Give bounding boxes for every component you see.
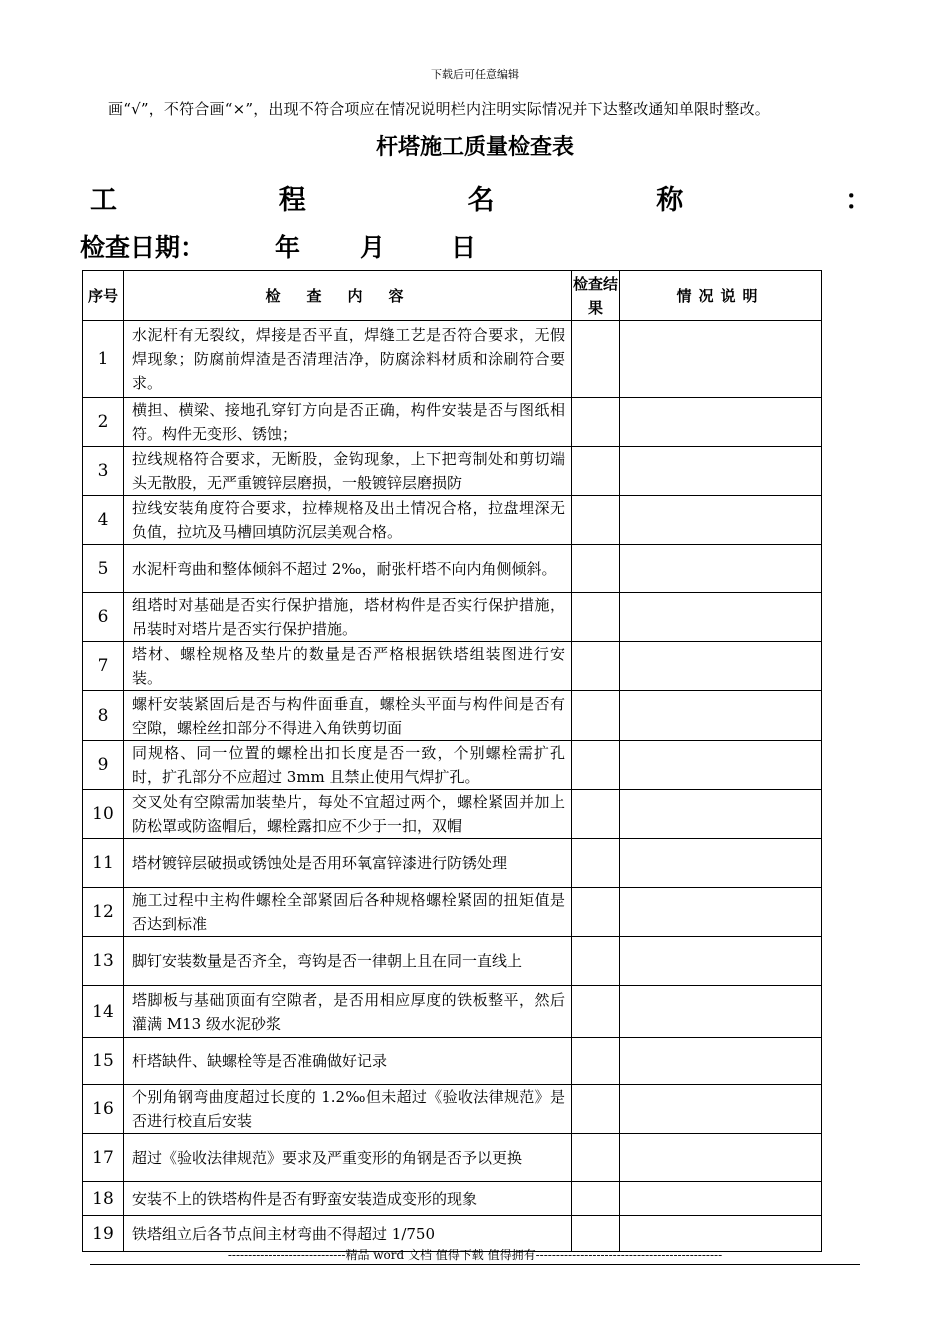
row-check-text: 交叉处有空隙需加装垫片，每处不宜超过两个，螺栓紧固并加上防松罩或防盗帽后，螺栓露扣应不少于一扣，双帽 <box>132 793 565 835</box>
row-check-text: 拉线安装角度符合要求，拉棒规格及出土情况合格，拉盘埋深无负值，拉坑及马槽回填防沉层美观合格。 <box>132 499 565 541</box>
row-check-text: 塔材、螺栓规格及垫片的数量是否严格根据铁塔组装图进行安装。 <box>132 645 565 687</box>
row-number: 11 <box>83 839 124 888</box>
row-note-cell[interactable] <box>620 1182 822 1216</box>
row-check-text: 施工过程中主构件螺栓全部紧固后各种规格螺栓紧固的扭矩值是否达到标准 <box>132 891 565 933</box>
table-header-row <box>83 271 822 321</box>
row-number: 6 <box>83 593 124 642</box>
row-number: 3 <box>83 447 124 496</box>
row-result-cell[interactable] <box>572 790 620 839</box>
row-result-cell[interactable] <box>572 937 620 986</box>
row-check-text: 杆塔缺件、缺螺栓等是否准确做好记录 <box>132 1052 388 1070</box>
document-title: 杆塔施工质量检查表 <box>375 134 574 160</box>
row-number: 15 <box>83 1038 124 1085</box>
table-row <box>83 888 822 937</box>
row-result-cell[interactable] <box>572 1085 620 1134</box>
row-note-cell[interactable] <box>620 1038 822 1085</box>
row-check-content <box>124 398 572 447</box>
row-note-cell[interactable] <box>620 447 822 496</box>
row-check-content <box>124 593 572 642</box>
row-check-text: 铁塔组立后各节点间主材弯曲不得超过 1/750 <box>132 1224 435 1243</box>
row-number: 12 <box>83 888 124 937</box>
date-year: 年 <box>275 233 301 262</box>
table-row <box>83 545 822 593</box>
row-check-text: 同规格、同一位置的螺栓出扣长度是否一致，个别螺栓需扩孔时，扩孔部分不应超过 3mm 且禁止使用气焊扩孔。 <box>132 744 565 786</box>
table-row <box>83 1038 822 1085</box>
row-number: 10 <box>83 790 124 839</box>
row-check-text: 水泥杆有无裂纹，焊接是否平直，焊缝工艺是否符合要求，无假焊现象；防腐前焊渣是否清理洁净，防腐涂料材质和涂刷符合要求。 <box>132 326 565 392</box>
row-note-cell[interactable] <box>620 691 822 741</box>
row-check-content <box>124 1182 572 1216</box>
row-check-content <box>124 986 572 1038</box>
row-result-cell[interactable] <box>572 741 620 790</box>
row-note-cell[interactable] <box>620 741 822 790</box>
header-seq: 序号 <box>83 271 124 321</box>
row-check-text: 超过《验收法律规范》要求及严重变形的角钢是否予以更换 <box>132 1148 523 1167</box>
inspection-date-line <box>80 228 476 264</box>
row-result-cell[interactable] <box>572 398 620 447</box>
row-note-cell[interactable] <box>620 986 822 1038</box>
table-row <box>83 593 822 642</box>
row-note-cell[interactable] <box>620 839 822 888</box>
row-check-text: 螺杆安装紧固后是否与构件面垂直，螺栓头平面与构件间是否有空隙，螺栓丝扣部分不得进入角铁剪切面 <box>132 694 565 737</box>
project-char: 名 <box>467 185 495 216</box>
row-check-content <box>124 496 572 545</box>
table-row <box>83 398 822 447</box>
row-check-content <box>124 545 572 593</box>
row-note-cell[interactable] <box>620 1134 822 1182</box>
table-row <box>83 642 822 691</box>
table-row <box>83 447 822 496</box>
row-check-content <box>124 642 572 691</box>
row-result-cell[interactable] <box>572 986 620 1038</box>
row-number: 16 <box>83 1085 124 1134</box>
row-result-cell[interactable] <box>572 888 620 937</box>
table-row <box>83 1134 822 1182</box>
row-check-content <box>124 1134 572 1182</box>
row-result-cell[interactable] <box>572 1182 620 1216</box>
row-note-cell[interactable] <box>620 790 822 839</box>
footer-text: -----------------------------精品 word 文档 值得下载 值得拥有---------------------------------------------- <box>227 1248 723 1262</box>
row-result-cell[interactable] <box>572 691 620 741</box>
row-check-text: 横担、横梁、接地孔穿钉方向是否正确，构件安装是否与图纸相符。构件无变形、锈蚀； <box>132 401 565 443</box>
table-row <box>83 1182 822 1216</box>
header-result: 检查结果 <box>572 271 620 321</box>
row-result-cell[interactable] <box>572 545 620 593</box>
table-row <box>83 839 822 888</box>
row-check-text: 拉线规格符合要求，无断股，金钩现象，上下把弯制处和剪切端头无散股，无严重镀锌层磨损，一般镀锌层磨损防 <box>132 450 565 492</box>
row-note-cell[interactable] <box>620 888 822 937</box>
row-note-cell[interactable] <box>620 398 822 447</box>
header-content: 检查内容 <box>124 271 572 321</box>
row-check-text: 塔脚板与基础顶面有空隙者，是否用相应厚度的铁板整平，然后灌满 M13 级水泥砂浆 <box>132 990 565 1033</box>
row-check-text: 脚钉安装数量是否齐全，弯钩是否一律朝上且在同一直线上 <box>132 952 523 970</box>
row-check-content <box>124 741 572 790</box>
table-row <box>83 937 822 986</box>
row-result-cell[interactable] <box>572 642 620 691</box>
row-result-cell[interactable] <box>572 496 620 545</box>
row-check-text: 安装不上的铁塔构件是否有野蛮安装造成变形的现象 <box>132 1189 478 1208</box>
row-number: 5 <box>83 545 124 593</box>
table-row <box>83 691 822 741</box>
row-note-cell[interactable] <box>620 545 822 593</box>
project-char: 程 <box>278 185 306 216</box>
row-note-cell[interactable] <box>620 937 822 986</box>
row-note-cell[interactable] <box>620 496 822 545</box>
row-check-text: 水泥杆弯曲和整体倾斜不超过 2‰，耐张杆塔不向内角侧倾斜。 <box>132 559 557 578</box>
table-body <box>83 321 822 1252</box>
table-row <box>83 321 822 398</box>
row-check-content <box>124 790 572 839</box>
row-number: 9 <box>83 741 124 790</box>
row-check-content <box>124 447 572 496</box>
instruction-text: 画“√”，不符合画“×”，出现不符合项应在情况说明栏内注明实际情况并下达整改通知单限时整改。 <box>108 100 771 118</box>
row-number: 2 <box>83 398 124 447</box>
row-note-cell[interactable] <box>620 593 822 642</box>
row-number: 18 <box>83 1182 124 1216</box>
row-note-cell[interactable] <box>620 642 822 691</box>
row-note-cell[interactable] <box>620 321 822 398</box>
row-check-text: 组塔时对基础是否实行保护措施，塔材构件是否实行保护措施，吊装时对塔片是否实行保护措施。 <box>132 596 565 638</box>
row-check-content <box>124 691 572 741</box>
row-check-content <box>124 1038 572 1085</box>
row-number: 1 <box>83 321 124 398</box>
date-day: 日 <box>451 233 477 262</box>
row-result-cell[interactable] <box>572 593 620 642</box>
table-row <box>83 986 822 1038</box>
row-note-cell[interactable] <box>620 1085 822 1134</box>
row-number: 17 <box>83 1134 124 1182</box>
row-result-cell[interactable] <box>572 839 620 888</box>
row-check-text: 个别角钢弯曲度超过长度的 1.2‰但未超过《验收法律规范》是否进行校直后安装 <box>132 1088 565 1130</box>
row-number: 7 <box>83 642 124 691</box>
row-result-cell[interactable] <box>572 1038 620 1085</box>
row-number: 13 <box>83 937 124 986</box>
row-check-content <box>124 888 572 937</box>
footer-divider <box>90 1264 860 1265</box>
row-check-content <box>124 321 572 398</box>
project-char: 工 <box>90 185 117 216</box>
row-check-content <box>124 1085 572 1134</box>
row-number: 19 <box>83 1216 124 1252</box>
row-check-text: 塔材镀锌层破损或锈蚀处是否用环氧富锌漆进行防锈处理 <box>132 854 508 872</box>
row-result-cell[interactable] <box>572 447 620 496</box>
project-name-line <box>90 178 872 214</box>
row-result-cell[interactable] <box>572 321 620 398</box>
row-check-content <box>124 839 572 888</box>
row-number: 14 <box>83 986 124 1038</box>
header-note: 情况说明 <box>620 271 822 321</box>
table-row <box>83 790 822 839</box>
quality-check-table <box>82 270 822 1252</box>
project-char: 称 <box>656 185 684 216</box>
table-row <box>83 741 822 790</box>
row-number: 8 <box>83 691 124 741</box>
project-char: ： <box>845 185 872 216</box>
row-result-cell[interactable] <box>572 1134 620 1182</box>
row-check-content <box>124 937 572 986</box>
date-month: 月 <box>360 233 386 262</box>
date-label: 检查日期： <box>80 233 206 262</box>
table-row <box>83 1085 822 1134</box>
header-note: 下载后可任意编辑 <box>431 68 519 81</box>
table-row <box>83 496 822 545</box>
row-number: 4 <box>83 496 124 545</box>
